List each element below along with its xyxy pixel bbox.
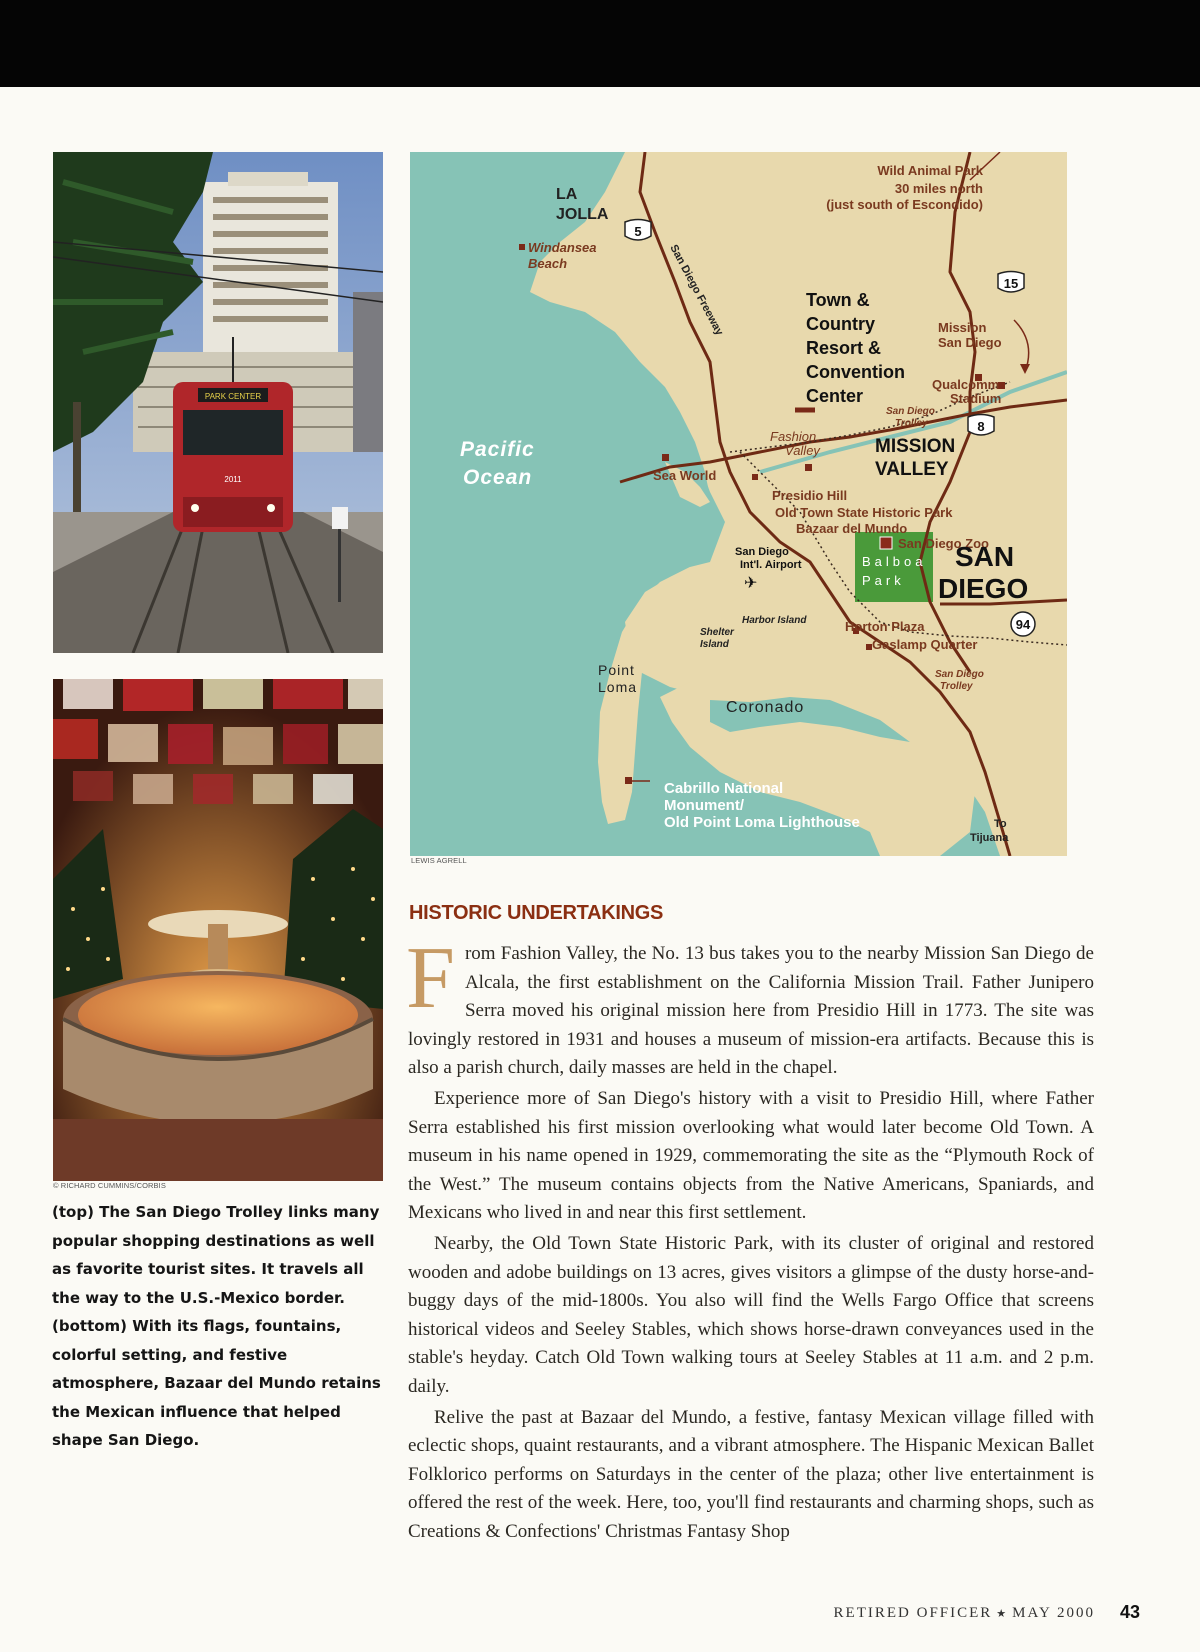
interstate-5-shield: 5 bbox=[634, 224, 642, 239]
map-label-park: Park bbox=[862, 573, 905, 588]
map-label-monument: Monument/ bbox=[664, 797, 744, 814]
map-label-san-diego-freeway: San Diego Freeway bbox=[667, 242, 726, 338]
airplane-icon: ✈ bbox=[744, 575, 758, 592]
map-label-shelter-island: Island bbox=[700, 639, 729, 650]
trolley-photo-art bbox=[53, 152, 383, 653]
map-label-fashion-valley: Valley bbox=[785, 443, 820, 458]
map-label-country: Country bbox=[806, 314, 875, 334]
publication-name: RETIRED OFFICER bbox=[833, 1605, 993, 1621]
map-label-lighthouse: Old Point Loma Lighthouse bbox=[664, 814, 860, 831]
map-label-to: To bbox=[994, 818, 1007, 830]
trolley-destination-sign: PARK CENTER bbox=[204, 392, 262, 401]
map-label-wild-animal-park: Wild Animal Park bbox=[877, 163, 983, 178]
map-label-center: Center bbox=[806, 386, 864, 406]
bazaar-fountain-photo bbox=[53, 679, 383, 1181]
map-label-trolley-north-2: Trolley bbox=[895, 418, 928, 429]
map-label-windansea: Windansea bbox=[528, 240, 597, 255]
article-paragraph-3: Nearby, the Old Town State Historic Park, with its cluster of original and restored wooden and adobe buildings on 13 acres, gives visitors a glimpse of the dusty horse-and-buggy days of the mid-1800s. You also will find the Wells Fargo Office that screens historical videos and Seeley Stables, which shows horse-drawn conveyances used in the stable's heyday. Catch Old Town walking tours at Seeley Stables at 11 a.m. and 2 p.m. daily. bbox=[408, 1232, 1094, 1397]
map-label-wild-miles: 30 miles north bbox=[894, 181, 983, 196]
map-label-zoo: San Diego Zoo bbox=[898, 536, 989, 551]
map-label-trolley-south: San Diego bbox=[935, 669, 984, 680]
map-label-diego: DIEGO bbox=[938, 573, 1029, 604]
map-label-fashion: Fashion bbox=[770, 429, 817, 444]
article-paragraph-1 bbox=[406, 930, 1094, 1083]
caption-top: (top) The San Diego Trolley links many popular shopping destinations as well as favorite tourist sites. It travels all the way to the U.S.-Mexico border. bbox=[52, 1203, 380, 1307]
article-body bbox=[406, 930, 1094, 1548]
map-label-resort: Resort & bbox=[806, 338, 882, 358]
map-credit: LEWIS AGRELL bbox=[411, 856, 467, 865]
star-separator-icon: ★ bbox=[996, 1608, 1009, 1620]
article-paragraph-1-text: rom Fashion Valley, the No. 13 bus takes you to the nearby Mission San Diego de Alcala, the first establishment on the California Mission Trail. Father Junipero Serra moved his original mission here from Presidio Hill in 1773. The site was lovingly restored in 1931 and houses a museum of mission-era artifacts. Because this is also a parish church, daily masses are held in the chapel. bbox=[408, 943, 1094, 1079]
drop-cap: F bbox=[406, 930, 455, 1027]
map-label-trolley-south-2: Trolley bbox=[940, 681, 973, 692]
map-label-presidio-hill: Presidio Hill bbox=[772, 488, 848, 503]
article-paragraph-4: Relive the past at Bazaar del Mundo, a festive, fantasy Mexican village filled with eclectic shops, quaint restaurants, and a vibrant atmosphere. The Hispanic Mexican Ballet Folklorico performs on Saturdays in the center of the plaza; other live entertainment is offered the rest of the week. Here, too, you'll find restaurants and charming shops, such as Creations & Confections' Christmas Fantasy Shop bbox=[408, 1406, 1094, 1542]
section-headline: HISTORIC UNDERTAKINGS bbox=[409, 902, 664, 924]
map-label-sea-world: Sea World bbox=[653, 468, 717, 483]
page-number: 43 bbox=[1120, 1602, 1141, 1622]
bazaar-fountain-photo-art bbox=[53, 679, 383, 1181]
map-label-point: Point bbox=[598, 662, 635, 678]
map-label-coronado: Coronado bbox=[726, 699, 805, 716]
trolley-photo bbox=[53, 152, 383, 653]
map-label-mission-valley: MISSION bbox=[875, 436, 956, 457]
map-label-horton-plaza: Horton Plaza bbox=[845, 619, 925, 634]
map-svg bbox=[410, 152, 1067, 856]
map-label-windansea-beach: Beach bbox=[528, 256, 568, 271]
route-94-shield: 94 bbox=[1015, 617, 1031, 632]
photo-credit: © RICHARD CUMMINS/CORBIS bbox=[53, 1181, 166, 1190]
map-label-jolla: JOLLA bbox=[556, 206, 609, 223]
folio-line bbox=[834, 1605, 1095, 1622]
map-label-bazaar: Bazaar del Mundo bbox=[796, 521, 908, 536]
trolley-number: 2011 bbox=[224, 475, 242, 484]
map-label-loma: Loma bbox=[598, 679, 638, 695]
map-label-convention: Convention bbox=[806, 362, 905, 382]
photo-caption bbox=[52, 1198, 387, 1455]
map-label-trolley-north: San Diego bbox=[886, 406, 935, 417]
map-label-mission-san-diego: San Diego bbox=[938, 335, 1002, 350]
map-label-harbor-island: Harbor Island bbox=[742, 615, 807, 626]
map-label-la: LA bbox=[556, 186, 578, 203]
map-label-old-town: Old Town State Historic Park bbox=[775, 505, 953, 520]
map-label-gaslamp: Gaslamp Quarter bbox=[872, 637, 978, 652]
map-label-town: Town & bbox=[806, 290, 870, 310]
san-diego-map bbox=[410, 152, 1067, 856]
map-label-shelter: Shelter bbox=[700, 627, 734, 638]
article-paragraph-2: Experience more of San Diego's history with a visit to Presidio Hill, where Father Serra established his first mission overlooking what would later become Old Town. A museum in his name opened in 1929, commemorating the site as the “Plymouth Rock of the West.” The museum contains objects from the Native Americans, Spaniards, and Mexicans who lived in and near this first settlement. bbox=[408, 1087, 1094, 1224]
map-label-cabrillo: Cabrillo National bbox=[664, 780, 784, 797]
map-label-qualcomm: Qualcomm bbox=[932, 377, 1000, 392]
map-label-wild-escondido: (just south of Escondido) bbox=[826, 197, 983, 212]
caption-bottom: (bottom) With its flags, fountains, colorful setting, and festive atmosphere, Bazaar del Mundo retains the Mexican influence that helped shape San Diego. bbox=[52, 1317, 381, 1449]
issue-date: MAY 2000 bbox=[1012, 1605, 1095, 1621]
map-label-airport-2: Int'l. Airport bbox=[740, 559, 802, 571]
map-label-airport: San Diego bbox=[735, 546, 789, 558]
top-black-band bbox=[0, 0, 1200, 87]
map-label-san: SAN bbox=[955, 541, 1015, 572]
interstate-15-shield: 15 bbox=[1003, 276, 1019, 291]
interstate-8-shield: 8 bbox=[977, 419, 985, 434]
map-label-ocean: Ocean bbox=[463, 466, 533, 489]
map-label-tijuana: Tijuana bbox=[970, 832, 1009, 844]
map-label-stadium: Stadium bbox=[950, 391, 1002, 406]
map-label-valley: VALLEY bbox=[875, 459, 949, 480]
map-label-mission: Mission bbox=[938, 320, 987, 335]
map-label-balboa: Balboa bbox=[862, 554, 927, 569]
map-label-pacific: Pacific bbox=[460, 438, 535, 461]
